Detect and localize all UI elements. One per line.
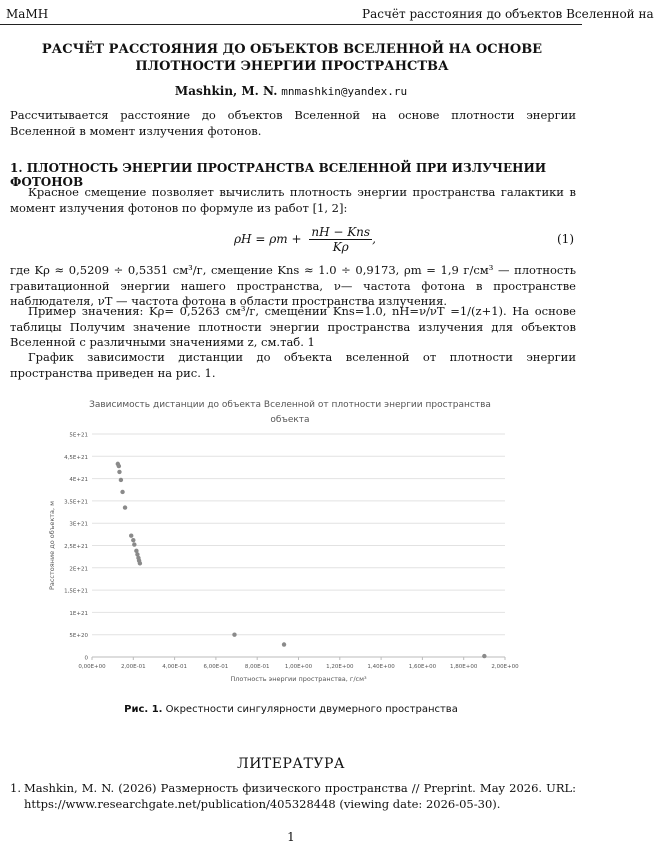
y-tick-label: 0 (84, 655, 88, 662)
paragraph-figure-ref: График зависимости дистанции до объекта вселенной от плотности энергии пространства приведен на рис. 1. (10, 350, 576, 380)
reference-item (10, 781, 576, 812)
x-tick-label: 1,80E+00 (450, 664, 478, 670)
caption-label: Рис. 1. (124, 704, 163, 715)
y-tick-label: 1E+21 (69, 610, 88, 617)
y-tick-label: 2,5E+21 (64, 544, 88, 550)
figure-caption (0, 704, 582, 715)
y-tick-label: 3,5E+21 (64, 499, 88, 506)
y-tick-label: 3E+21 (69, 521, 88, 528)
y-tick-label: 1,5E+21 (64, 588, 88, 595)
data-point (131, 538, 135, 542)
x-tick-label: 1,60E+00 (408, 664, 437, 670)
equation-fraction (309, 225, 372, 254)
y-tick-label: 4,5E+21 (64, 454, 88, 461)
x-tick-label: 1,00E+00 (284, 664, 313, 670)
data-point (132, 542, 136, 546)
x-tick-label: 8,00E-01 (244, 664, 270, 670)
x-tick-label: 1,40E+00 (367, 664, 395, 670)
caption-text: Окрестности сингулярности двумерного пространства (165, 704, 458, 715)
chart-title: объекта (270, 415, 310, 425)
scatter-chart (40, 392, 560, 692)
data-point (119, 478, 123, 482)
data-point (117, 464, 121, 468)
reference-text: Mashkin, M. N. (2026) Размерность физического пространства // Preprint. May 2026. URL: https://www.researchgate.net/publication/405328448 (viewing date: 2026-05-30). (24, 781, 576, 811)
paragraph-intro: Красное смещение позволяет вычислить плотность энергии пространства галактики в момент излучения фотонов по формуле из работ [1, 2]: (10, 185, 576, 215)
chart-title: Зависимость дистанции до объекта Вселенной от плотности энергии пространства (89, 400, 491, 410)
equation-lhs: ρH = ρm + (234, 232, 302, 246)
equation-denominator: Kρ (332, 240, 349, 254)
paragraph-example: Пример значения: Kρ= 0,5263 см³/г, смещении Kns=1.0, nH=ν/νT =1/(z+1). На основе таблицы Получим значение плотности энергии пространства излучения для объектов Вселенной с различными значениями z, см.таб. 1 (10, 304, 576, 349)
x-tick-label: 4,00E-01 (162, 664, 187, 670)
data-point (120, 490, 124, 494)
x-tick-label: 0,00E+00 (78, 664, 106, 670)
x-tick-label: 2,00E-01 (120, 664, 146, 670)
data-point (129, 533, 133, 537)
running-title: Расчёт расстояния до объектов Вселенной на (362, 7, 654, 21)
equation-number: (1) (557, 232, 574, 246)
equation-numerator: nH − Kns (311, 225, 371, 239)
figure-1-chart (40, 392, 560, 692)
equation-1 (0, 223, 582, 259)
y-tick-label: 2E+21 (69, 566, 88, 573)
paper-title: РАСЧЁТ РАССТОЯНИЯ ДО ОБЪЕКТОВ ВСЕЛЕННОЙ НА ОСНОВЕ ПЛОТНОСТИ ЭНЕРГИИ ПРОСТРАНСТВА (41, 42, 543, 74)
data-point (138, 561, 142, 565)
x-tick-label: 6,00E-01 (203, 664, 229, 670)
x-axis-label: Плотность энергии пространства, г/см³ (230, 675, 367, 683)
data-point (482, 654, 486, 658)
author-name: Mashkin, M. N. (174, 84, 278, 98)
running-header (0, 0, 654, 25)
y-tick-label: 5E+20 (69, 633, 88, 640)
references-heading: ЛИТЕРАТУРА (237, 756, 345, 772)
section-heading: 1. ПЛОТНОСТЬ ЭНЕРГИИ ПРОСТРАНСТВА ВСЕЛЕННОЙ ПРИ ИЗЛУЧЕНИИ ФОТОНОВ (10, 161, 547, 189)
paragraph-definitions: где Kρ ≈ 0,5209 ÷ 0,5351 см³/г, смещение Kns ≈ 1.0 ÷ 0,9173, ρm = 1,9 г/см³ — плотность гравитационной энергии нашего пространства, ν— частота фотона в пространстве наблюдателя, νT — частота фотона в области пространства излучения. (10, 263, 576, 308)
equation-trail: , (372, 232, 376, 246)
reference-number: 1. (10, 781, 21, 795)
y-axis-label: Расстояние до объекта, м (48, 500, 56, 591)
journal-abbrev: MaMH (6, 7, 49, 21)
x-tick-label: 1,20E+00 (326, 664, 354, 670)
data-point (123, 505, 127, 509)
data-point (117, 470, 121, 474)
abstract: Рассчитывается расстояние до объектов Вселенной на основе плотности энергии Вселенной в момент излучения фотонов. (10, 108, 576, 138)
data-point (232, 633, 236, 637)
equation-body (234, 225, 376, 254)
x-tick-label: 2,00E+00 (491, 664, 519, 670)
page-number: 1 (287, 830, 295, 844)
author-email[interactable]: mnmashkin@yandex.ru (281, 85, 408, 98)
author-line (0, 84, 582, 98)
y-tick-label: 4E+21 (69, 477, 88, 484)
data-point (282, 642, 286, 646)
y-tick-label: 5E+21 (69, 432, 88, 439)
